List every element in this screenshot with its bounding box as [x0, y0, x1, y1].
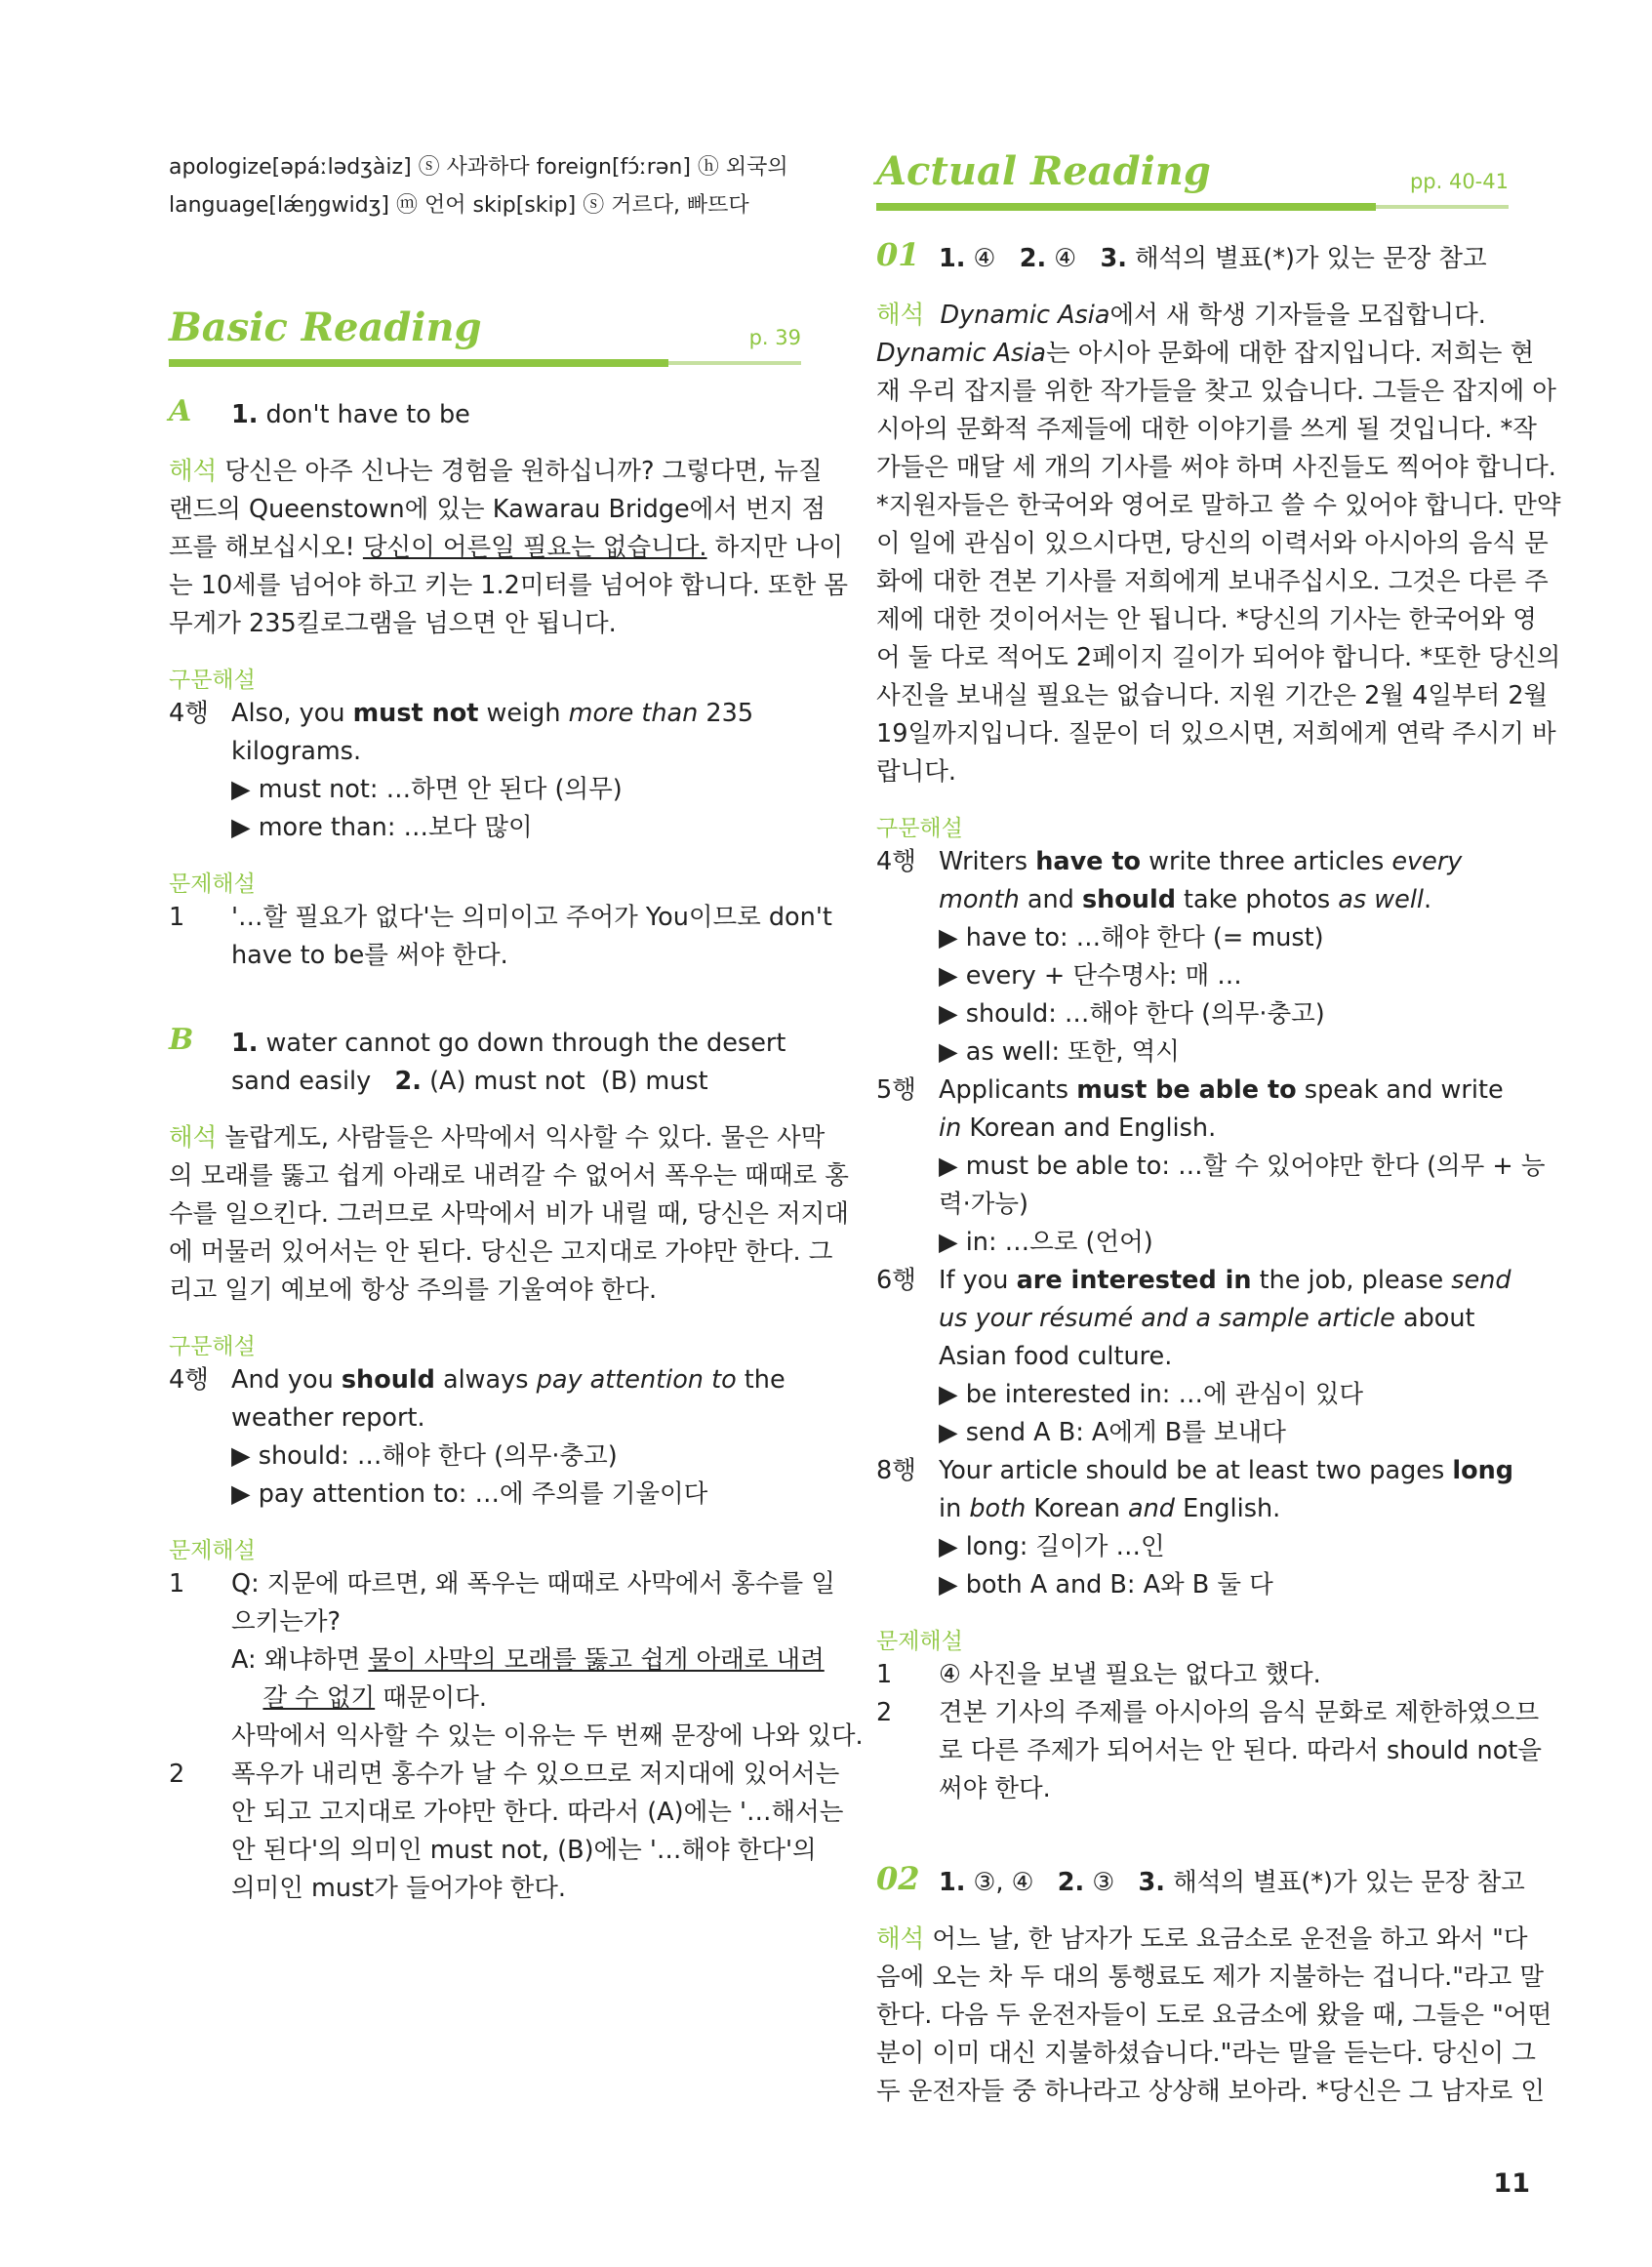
- s01-translation-line: 어 둘 다로 적어도 2페이지 길이가 되어야 합니다. *또한 당신의: [876, 643, 1561, 672]
- basic-reading-title: Basic Reading: [169, 304, 482, 350]
- b-answer: sand easily 2. (A) must not (B) must: [231, 1067, 708, 1096]
- s01-translation-line: 제에 대한 것이어서는 안 됩니다. *당신의 기사는 한국어와 영: [876, 605, 1537, 634]
- question-num: 1: [169, 903, 185, 932]
- question-text: 로 다른 주제가 되어서는 안 된다. 따라서 should not을: [939, 1736, 1542, 1765]
- syntax-note: 력·가능): [939, 1190, 1028, 1219]
- question-num: 1: [169, 1569, 185, 1599]
- question-text: A: 왜냐하면 물이 사막의 모래를 뚫고 쉽게 아래로 내려: [231, 1645, 825, 1675]
- syntax-sentence: in both Korean and English.: [939, 1494, 1281, 1523]
- b-answer: 1. water cannot go down through the desert: [231, 1029, 786, 1058]
- question-text: 으키는가?: [231, 1607, 342, 1637]
- trans-label: 해석: [876, 1924, 925, 1954]
- b-translation-line: 에 머물러 있어서는 안 된다. 당신은 고지대로 가야만 한다. 그: [169, 1237, 833, 1267]
- a-translation-line: 해석 당신은 아주 신나는 경험을 원하십니까? 그렇다면, 뉴질: [169, 457, 823, 486]
- syntax-line-no: 6행: [876, 1266, 916, 1295]
- s01-translation-line: 사진을 보내실 필요는 없습니다. 지원 기간은 2월 4일부터 2월: [876, 681, 1549, 710]
- syntax-label: 구문해설: [876, 816, 963, 841]
- b-translation-line: 수를 일으킨다. 그러므로 사막에서 비가 내릴 때, 당신은 저지대: [169, 1199, 849, 1229]
- section-bar-thin: [1376, 205, 1509, 209]
- actual-reading-page: pp. 40-41: [1409, 170, 1509, 193]
- s01-translation-line: Dynamic Asia는 아시아 문화에 대한 잡지입니다. 저희는 현: [876, 339, 1535, 368]
- syntax-note: ▶ send A B: A에게 B를 보내다: [939, 1418, 1286, 1447]
- syntax-sentence: month and should take photos as well.: [939, 885, 1432, 914]
- syntax-note: ▶ must not: …하면 안 된다 (의무): [231, 775, 623, 804]
- a-translation-line: 랜드의 Queenstown에 있는 Kawarau Bridge에서 번지 점: [169, 495, 826, 524]
- syntax-sentence: Applicants must be able to speak and write: [939, 1075, 1504, 1105]
- a-answer: 1. don't have to be: [231, 400, 470, 429]
- section-number-02: 02: [876, 1860, 920, 1897]
- question-text: 써야 한다.: [939, 1774, 1051, 1803]
- a-translation-line: 프를 해보십시오! 당신이 어른일 필요는 없습니다. 하지만 나이: [169, 533, 843, 562]
- syntax-label: 구문해설: [169, 1334, 256, 1359]
- section-bar: [169, 359, 668, 367]
- question-label: 문제해설: [169, 1538, 256, 1563]
- s01-translation-line: 화에 대한 견본 기사를 저희에게 보내주십시오. 그것은 다른 주: [876, 567, 1549, 596]
- syntax-sentence: Asian food culture.: [939, 1342, 1173, 1371]
- s01-translation-line: 재 우리 잡지를 위한 작가들을 찾고 있습니다. 그들은 잡지에 아: [876, 377, 1556, 406]
- trans-label: 해석: [169, 1123, 218, 1153]
- syntax-sentence: Your article should be at least two pages long: [939, 1456, 1514, 1485]
- syntax-line-no: 4행: [876, 847, 916, 876]
- syntax-note: ▶ be interested in: …에 관심이 있다: [939, 1380, 1363, 1409]
- s02-translation-line: 한다. 다음 두 운전자들이 도로 요금소에 왔을 때, 그들은 "어떤: [876, 2001, 1552, 2030]
- s01-translation-line: 가들은 매달 세 개의 기사를 써야 하며 사진들도 찍어야 합니다.: [876, 453, 1556, 482]
- a-translation-line: 무게가 235킬로그램을 넘으면 안 됩니다.: [169, 609, 617, 638]
- question-num: 2: [876, 1698, 893, 1727]
- section-bar: [876, 203, 1376, 211]
- syntax-note: ▶ must be able to: …할 수 있어야만 한다 (의무 + 능: [939, 1152, 1546, 1181]
- trans-label: 해석: [169, 457, 218, 486]
- question-text: 견본 기사의 주제를 아시아의 음식 문화로 제한하였으므: [939, 1698, 1540, 1727]
- s01-translation-line: 랍니다.: [876, 757, 957, 787]
- syntax-label: 구문해설: [169, 668, 256, 693]
- s02-translation-line: 분이 이미 대신 지불하셨습니다."라는 말을 듣는다. 당신이 그: [876, 2039, 1536, 2068]
- a-translation-line: 는 10세를 넘어야 하고 키는 1.2미터를 넘어야 합니다. 또한 몸: [169, 571, 848, 600]
- syntax-line-no: 5행: [876, 1075, 916, 1105]
- syntax-note: ▶ should: …해야 한다 (의무·충고): [939, 999, 1325, 1029]
- syntax-note: ▶ in: …으로 (언어): [939, 1228, 1153, 1257]
- s02-answer: 1. ③, ④ 2. ③ 3. 해석의 별표(*)가 있는 문장 참고: [939, 1868, 1525, 1897]
- question-text: 안 된다'의 의미인 must not, (B)에는 '…해야 한다'의: [231, 1836, 817, 1865]
- question-label: 문제해설: [169, 871, 256, 897]
- syntax-sentence: Also, you must not weigh more than 235: [231, 699, 754, 728]
- section-bar-thin: [668, 361, 801, 365]
- question-text: Q: 지문에 따르면, 왜 폭우는 때때로 사막에서 홍수를 일: [231, 1569, 835, 1599]
- question-text: ④ 사진을 보낼 필요는 없다고 했다.: [939, 1660, 1321, 1689]
- s01-translation-line: 해석 Dynamic Asia에서 새 학생 기자들을 모집합니다.: [876, 301, 1486, 330]
- vocab-line-2: language[lǽŋgwidʒ] ⓜ 언어 skip[skip] ⓢ 거르다, 빠뜨다: [169, 193, 749, 218]
- syntax-line-no: 4행: [169, 1365, 209, 1395]
- actual-reading-title: Actual Reading: [876, 148, 1211, 194]
- s01-translation-line: 19일까지입니다. 질문이 더 있으시면, 저희에게 연락 주시기 바: [876, 719, 1556, 749]
- vocab-line-1: apologize[əpáːlədʒàiz] ⓢ 사과하다 foreign[fɔ́ːrən] ⓗ 외국의: [169, 155, 788, 180]
- section-letter-a: A: [169, 394, 192, 428]
- question-num: 1: [876, 1660, 893, 1689]
- syntax-note: ▶ more than: …보다 많이: [231, 813, 533, 842]
- syntax-line-no: 4행: [169, 699, 209, 728]
- syntax-sentence: kilograms.: [231, 737, 362, 766]
- question-text: 갈 수 없기 때문이다.: [262, 1683, 487, 1713]
- question-num: 2: [169, 1760, 185, 1789]
- s02-translation-line: 두 운전자들 중 하나라고 상상해 보아라. *당신은 그 남자로 인: [876, 2077, 1546, 2106]
- page-number: 11: [1493, 2168, 1530, 2199]
- syntax-note: ▶ long: 길이가 …인: [939, 1532, 1165, 1561]
- s02-translation-line: 음에 오는 차 두 대의 통행료도 제가 지불하는 겁니다."라고 말: [876, 1963, 1544, 1992]
- syntax-note: ▶ should: …해야 한다 (의무·충고): [231, 1441, 618, 1471]
- syntax-note: ▶ both A and B: A와 B 둘 다: [939, 1570, 1273, 1599]
- b-translation-line: 해석 놀랍게도, 사람들은 사막에서 익사할 수 있다. 물은 사막: [169, 1123, 826, 1153]
- syntax-note: ▶ every + 단수명사: 매 …: [939, 961, 1242, 991]
- syntax-sentence: in Korean and English.: [939, 1113, 1217, 1143]
- syntax-note: ▶ pay attention to: …에 주의를 기울이다: [231, 1479, 708, 1509]
- syntax-line-no: 8행: [876, 1456, 916, 1485]
- b-translation-line: 의 모래를 뚫고 쉽게 아래로 내려갈 수 없어서 폭우는 때때로 홍: [169, 1161, 849, 1191]
- s02-translation-line: 해석 어느 날, 한 남자가 도로 요금소로 운전을 하고 와서 "다: [876, 1924, 1528, 1954]
- question-text: 폭우가 내리면 홍수가 날 수 있으므로 저지대에 있어서는: [231, 1760, 840, 1789]
- s01-translation-line: *지원자들은 한국어와 영어로 말하고 쓸 수 있어야 합니다. 만약: [876, 491, 1561, 520]
- section-letter-b: B: [169, 1023, 194, 1057]
- syntax-note: ▶ have to: …해야 한다 (= must): [939, 923, 1324, 952]
- basic-reading-page: p. 39: [748, 326, 801, 349]
- syntax-sentence: If you are interested in the job, please send: [939, 1266, 1511, 1295]
- question-label: 문제해설: [876, 1629, 963, 1654]
- question-text: 사막에서 익사할 수 있는 이유는 두 번째 문장에 나와 있다.: [231, 1721, 864, 1751]
- s01-translation-line: 이 일에 관심이 있으시다면, 당신의 이력서와 아시아의 음식 문: [876, 529, 1549, 558]
- syntax-sentence: weather report.: [231, 1403, 425, 1433]
- s01-answer: 1. ④ 2. ④ 3. 해석의 별표(*)가 있는 문장 참고: [939, 244, 1487, 273]
- question-text: 의미인 must가 들어가야 한다.: [231, 1874, 567, 1903]
- syntax-sentence: Writers have to write three articles every: [939, 847, 1463, 876]
- syntax-sentence: And you should always pay attention to the: [231, 1365, 786, 1395]
- question-text: 안 되고 고지대로 가야만 한다. 따라서 (A)에는 '…해서는: [231, 1798, 844, 1827]
- s01-translation-line: 시아의 문화적 주제들에 대한 이야기를 쓰게 될 것입니다. *작: [876, 415, 1537, 444]
- b-translation-line: 리고 일기 예보에 항상 주의를 기울여야 한다.: [169, 1275, 658, 1305]
- syntax-sentence: us your résumé and a sample article about: [939, 1304, 1475, 1333]
- question-text: have to be를 써야 한다.: [231, 941, 508, 970]
- trans-label: 해석: [876, 301, 925, 330]
- syntax-note: ▶ as well: 또한, 역시: [939, 1037, 1180, 1067]
- section-number-01: 01: [876, 236, 920, 273]
- question-text: '…할 필요가 없다'는 의미이고 주어가 You이므로 don't: [231, 903, 832, 932]
